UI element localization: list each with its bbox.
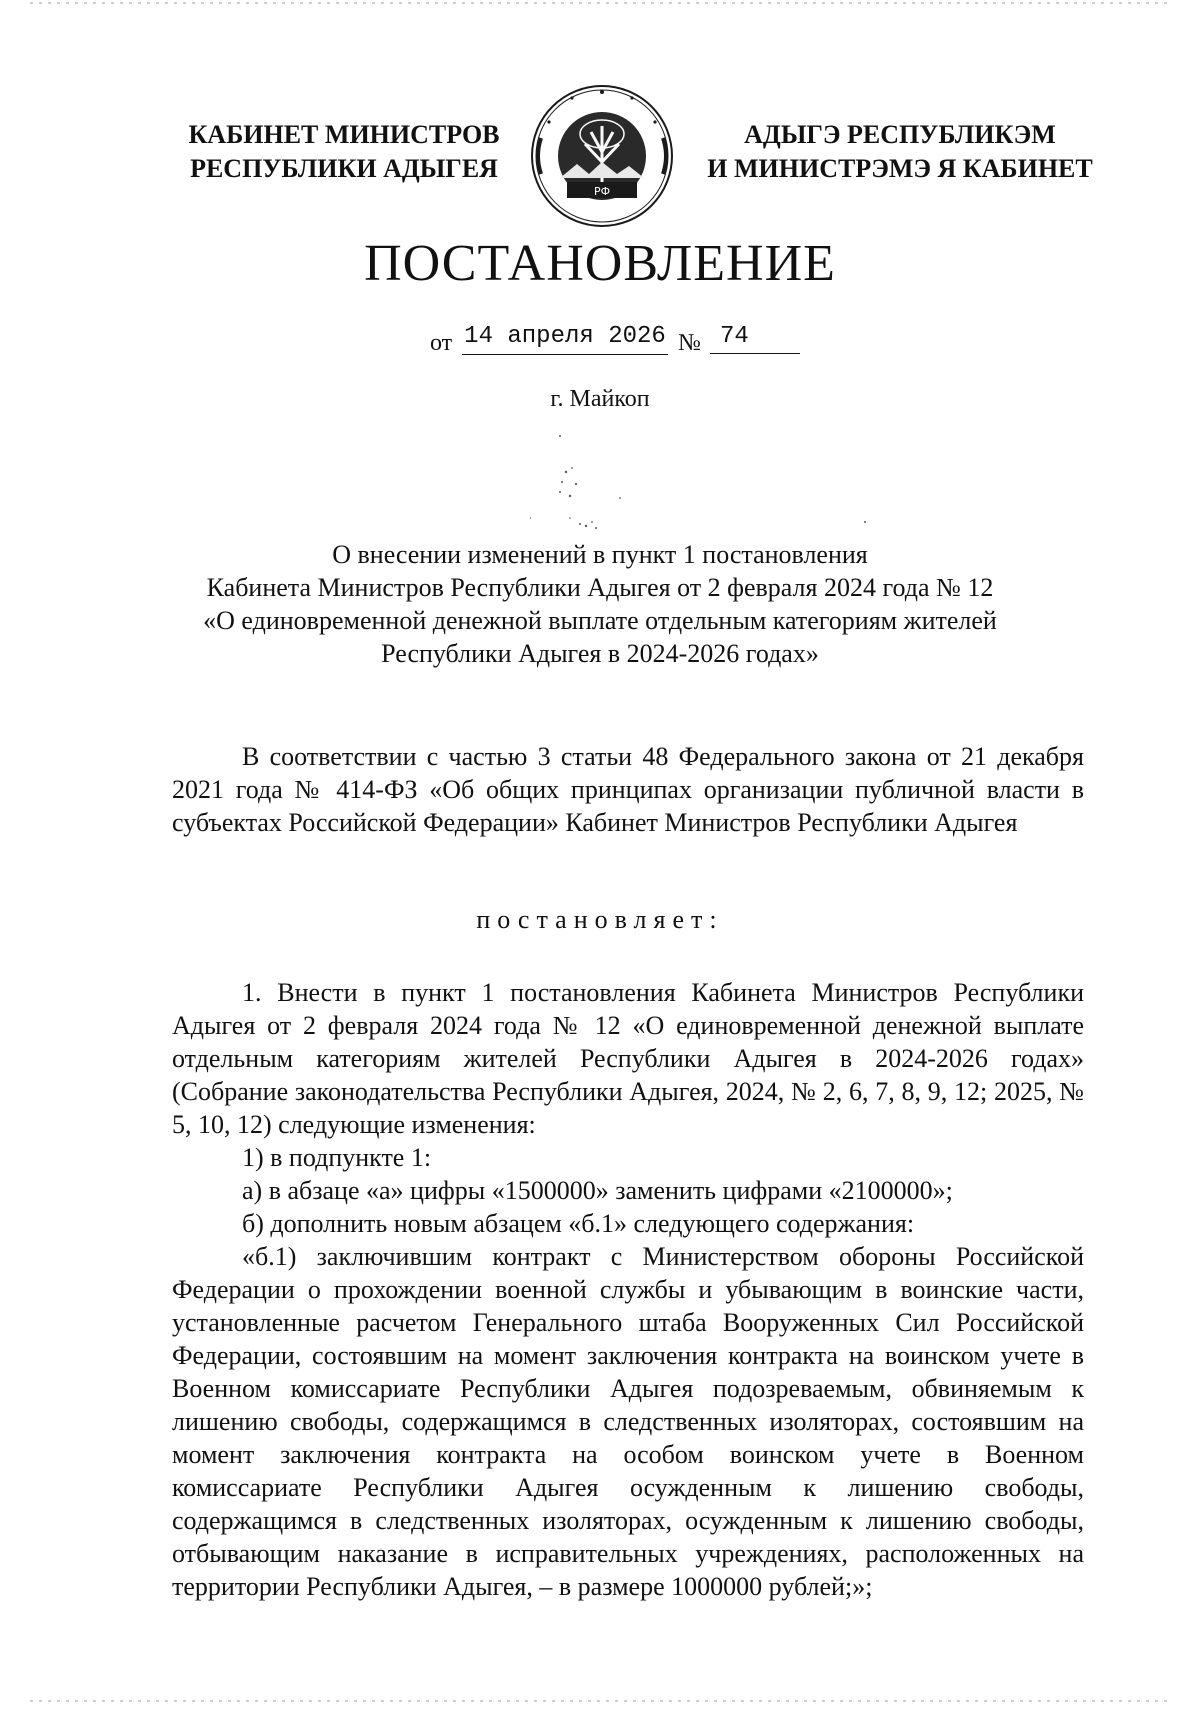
subject-line: О внесении изменений в пункт 1 постановления <box>332 540 868 569</box>
scan-artifact-bottom <box>30 1700 1170 1702</box>
body-paragraph-5: «б.1) заключившим контракт с Министерством обороны Российской Федерации о прохождении военной службы и убывающим в воинские части, установленные расчетом Генерального штаба Вооруженных Сил Российской Федерации, состоявшим на момент заключения контракта на воинском учете в Военном комиссариате Республики Адыгея подозреваемым, обвиняемым к лишению свободы, содержащимся в следственных изоляторах, состоявшим на момент заключения контракта на особом воинском учете в Военном комиссариате Республики Адыгея осужденным к лишению свободы, содержащимся в следственных изоляторах, осужденным к лишению свободы, отбывающим наказание в исправительных учреждениях, расположенных на территории Республики Адыгея, – в размере 1000000 рублей;»; <box>172 1242 1084 1601</box>
subject-line: «О единовременной денежной выплате отдельным категориям жителей <box>203 606 997 635</box>
date-label: от <box>430 330 453 356</box>
date-value: 14 апреля 2026 <box>462 322 668 355</box>
document-subject <box>150 538 1050 670</box>
header-right <box>690 118 1110 186</box>
header-left-line1: КАБИНЕТ МИНИСТРОВ <box>188 120 500 149</box>
scan-artifact-top <box>30 2 1170 4</box>
resolve-word: постановляет: <box>476 905 724 934</box>
svg-text:РФ: РФ <box>593 185 611 198</box>
body-paragraph-1: 1. Внести в пункт 1 постановления Кабинета Министров Республики Адыгея от 2 февраля 2024 года № 12 «О единовременной денежной выплате отдельным категориям жителей Республики Адыгея в 2024-2026 годах» (Собрание законодательства Республики Адыгея, 2024, № 2, 6, 7, 8, 9, 12; 2025, № 5, 10, 12) следующие изменения: <box>172 978 1084 1139</box>
subject-line: Кабинета Министров Республики Адыгея от 2 февраля 2024 года № 12 <box>206 573 994 602</box>
body-paragraph-4: б) дополнить новым абзацем «б.1» следующего содержания: <box>242 1209 915 1238</box>
city-line: г. Майкоп <box>550 386 650 412</box>
number-value: 74 <box>710 322 800 354</box>
preamble-block <box>172 740 1084 839</box>
body-block <box>172 976 1084 1603</box>
body-paragraph-2: 1) в подпункте 1: <box>242 1143 432 1172</box>
header-left <box>180 118 508 186</box>
header-right-line1: АДЫГЭ РЕСПУБЛИКЭМ <box>744 120 1056 149</box>
header-left-line2: РЕСПУБЛИКИ АДЫГЕЯ <box>190 154 498 183</box>
date-number-line <box>430 322 870 358</box>
preamble-paragraph: В соответствии с частью 3 статьи 48 Федерального закона от 21 декабря 2021 года № 414-ФЗ «Об общих принципах организации публичной власти в субъектах Российской Федерации» Кабинет Министров Республики Адыгея <box>172 742 1084 837</box>
subject-line: Республики Адыгея в 2024-2026 годах» <box>381 639 819 668</box>
state-emblem-icon <box>527 82 677 230</box>
scan-specks <box>530 430 950 550</box>
number-label: № <box>678 330 701 356</box>
document-title: ПОСТАНОВЛЕНИЕ <box>364 235 836 292</box>
body-paragraph-3: а) в абзаце «а» цифры «1500000» заменить цифрами «2100000»; <box>242 1176 953 1205</box>
header-right-line2: И МИНИСТРЭМЭ Я КАБИНЕТ <box>707 154 1093 183</box>
